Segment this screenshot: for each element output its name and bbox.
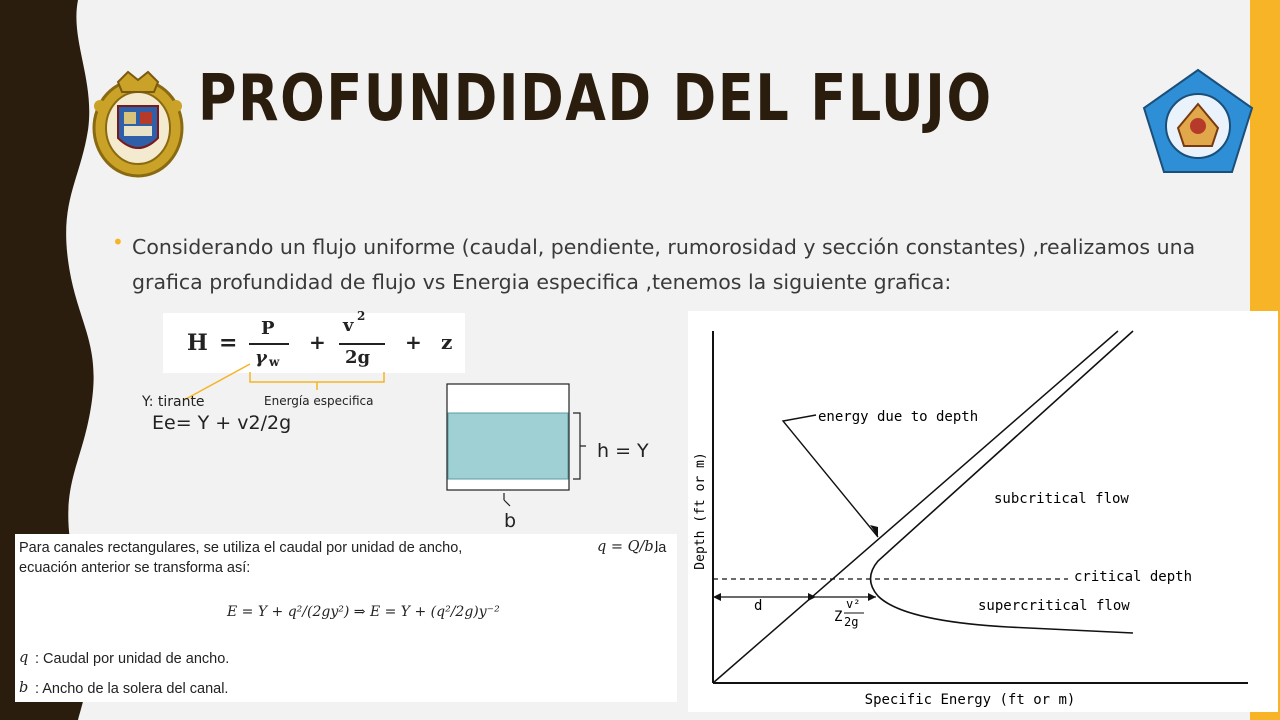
specific-energy-diagram: [688, 311, 1278, 712]
formula-h: H: [187, 330, 208, 356]
university-crest-logo: [88, 66, 188, 180]
y-axis-label: Depth (ft or m): [693, 452, 708, 570]
tirante-label: Y: tirante: [142, 394, 205, 410]
note-line-1-end: la: [655, 540, 667, 556]
note-line-1: Para canales rectangulares, se utiliza el caudal por unidad de ancho,: [19, 540, 463, 556]
z-label: Z: [834, 609, 843, 625]
note-q-equation: q = Q/b,: [597, 539, 659, 555]
formula-v: v: [343, 315, 354, 336]
diagram-svg: [688, 311, 1278, 712]
z-arrow-head: [868, 593, 876, 601]
fraction-bar-2: [339, 343, 385, 345]
formula-2g: 2g: [345, 347, 371, 368]
note-line-2: ecuación anterior se transforma así:: [19, 560, 251, 576]
x-axis-label: Specific Energy (ft or m): [864, 692, 1076, 708]
subcritical-flow-label: subcritical flow: [994, 491, 1129, 507]
q-symbol: q: [19, 650, 29, 666]
energy-pointer: [783, 415, 878, 537]
d-label: d: [754, 598, 763, 614]
formula-w: w: [269, 355, 280, 369]
b-definition: : Ancho de la solera del canal.: [35, 681, 229, 697]
2g-label: 2g: [844, 615, 859, 629]
faculty-pentagon-logo: [1142, 68, 1254, 174]
bullet-paragraph: Considerando un flujo uniforme (caudal, pendiente, rumorosidad y sección constantes) ,realizamos una grafica profundidad de flujo vs Energia especifica ,tenemos la siguiente grafica:: [132, 235, 1196, 294]
rectangular-channel-note: [15, 534, 677, 702]
q-definition: : Caudal por unidad de ancho.: [35, 651, 230, 667]
formula-v-squared: 2: [357, 309, 366, 323]
supercritical-flow-label: supercritical flow: [978, 598, 1130, 614]
formula-p: P: [261, 318, 275, 339]
formula-z: z: [441, 330, 453, 354]
formula-gamma: γ: [255, 347, 267, 368]
formula-plus-1: +: [309, 330, 326, 354]
formula-equals: =: [219, 330, 238, 356]
energia-especifica-label: Energía especifica: [264, 394, 374, 408]
specific-energy-formula: Ee= Y + v2/2g: [152, 412, 292, 434]
equal-energy-line: [713, 331, 1118, 683]
specific-energy-equation: E = Y + q²/(2gy²) ⇒ E = Y + (q²/2g)y⁻²: [227, 604, 500, 620]
depth-label: h = Y: [597, 440, 649, 462]
v2-label: v²: [846, 597, 861, 611]
critical-depth-label: critical depth: [1074, 569, 1193, 585]
b-symbol: b: [19, 680, 29, 696]
fraction-bar-1: [249, 343, 289, 345]
specific-energy-curve: [871, 331, 1134, 633]
bullet-marker: •: [112, 230, 124, 254]
formula-plus-2: +: [405, 330, 422, 354]
energy-due-to-depth-label: energy due to depth: [818, 409, 979, 425]
channel-cross-section: [440, 380, 590, 510]
width-label: b: [504, 510, 517, 532]
slide-title: PROFUNDIDAD DEL FLUJO: [198, 62, 993, 136]
d-arrow-left-head: [713, 593, 721, 601]
